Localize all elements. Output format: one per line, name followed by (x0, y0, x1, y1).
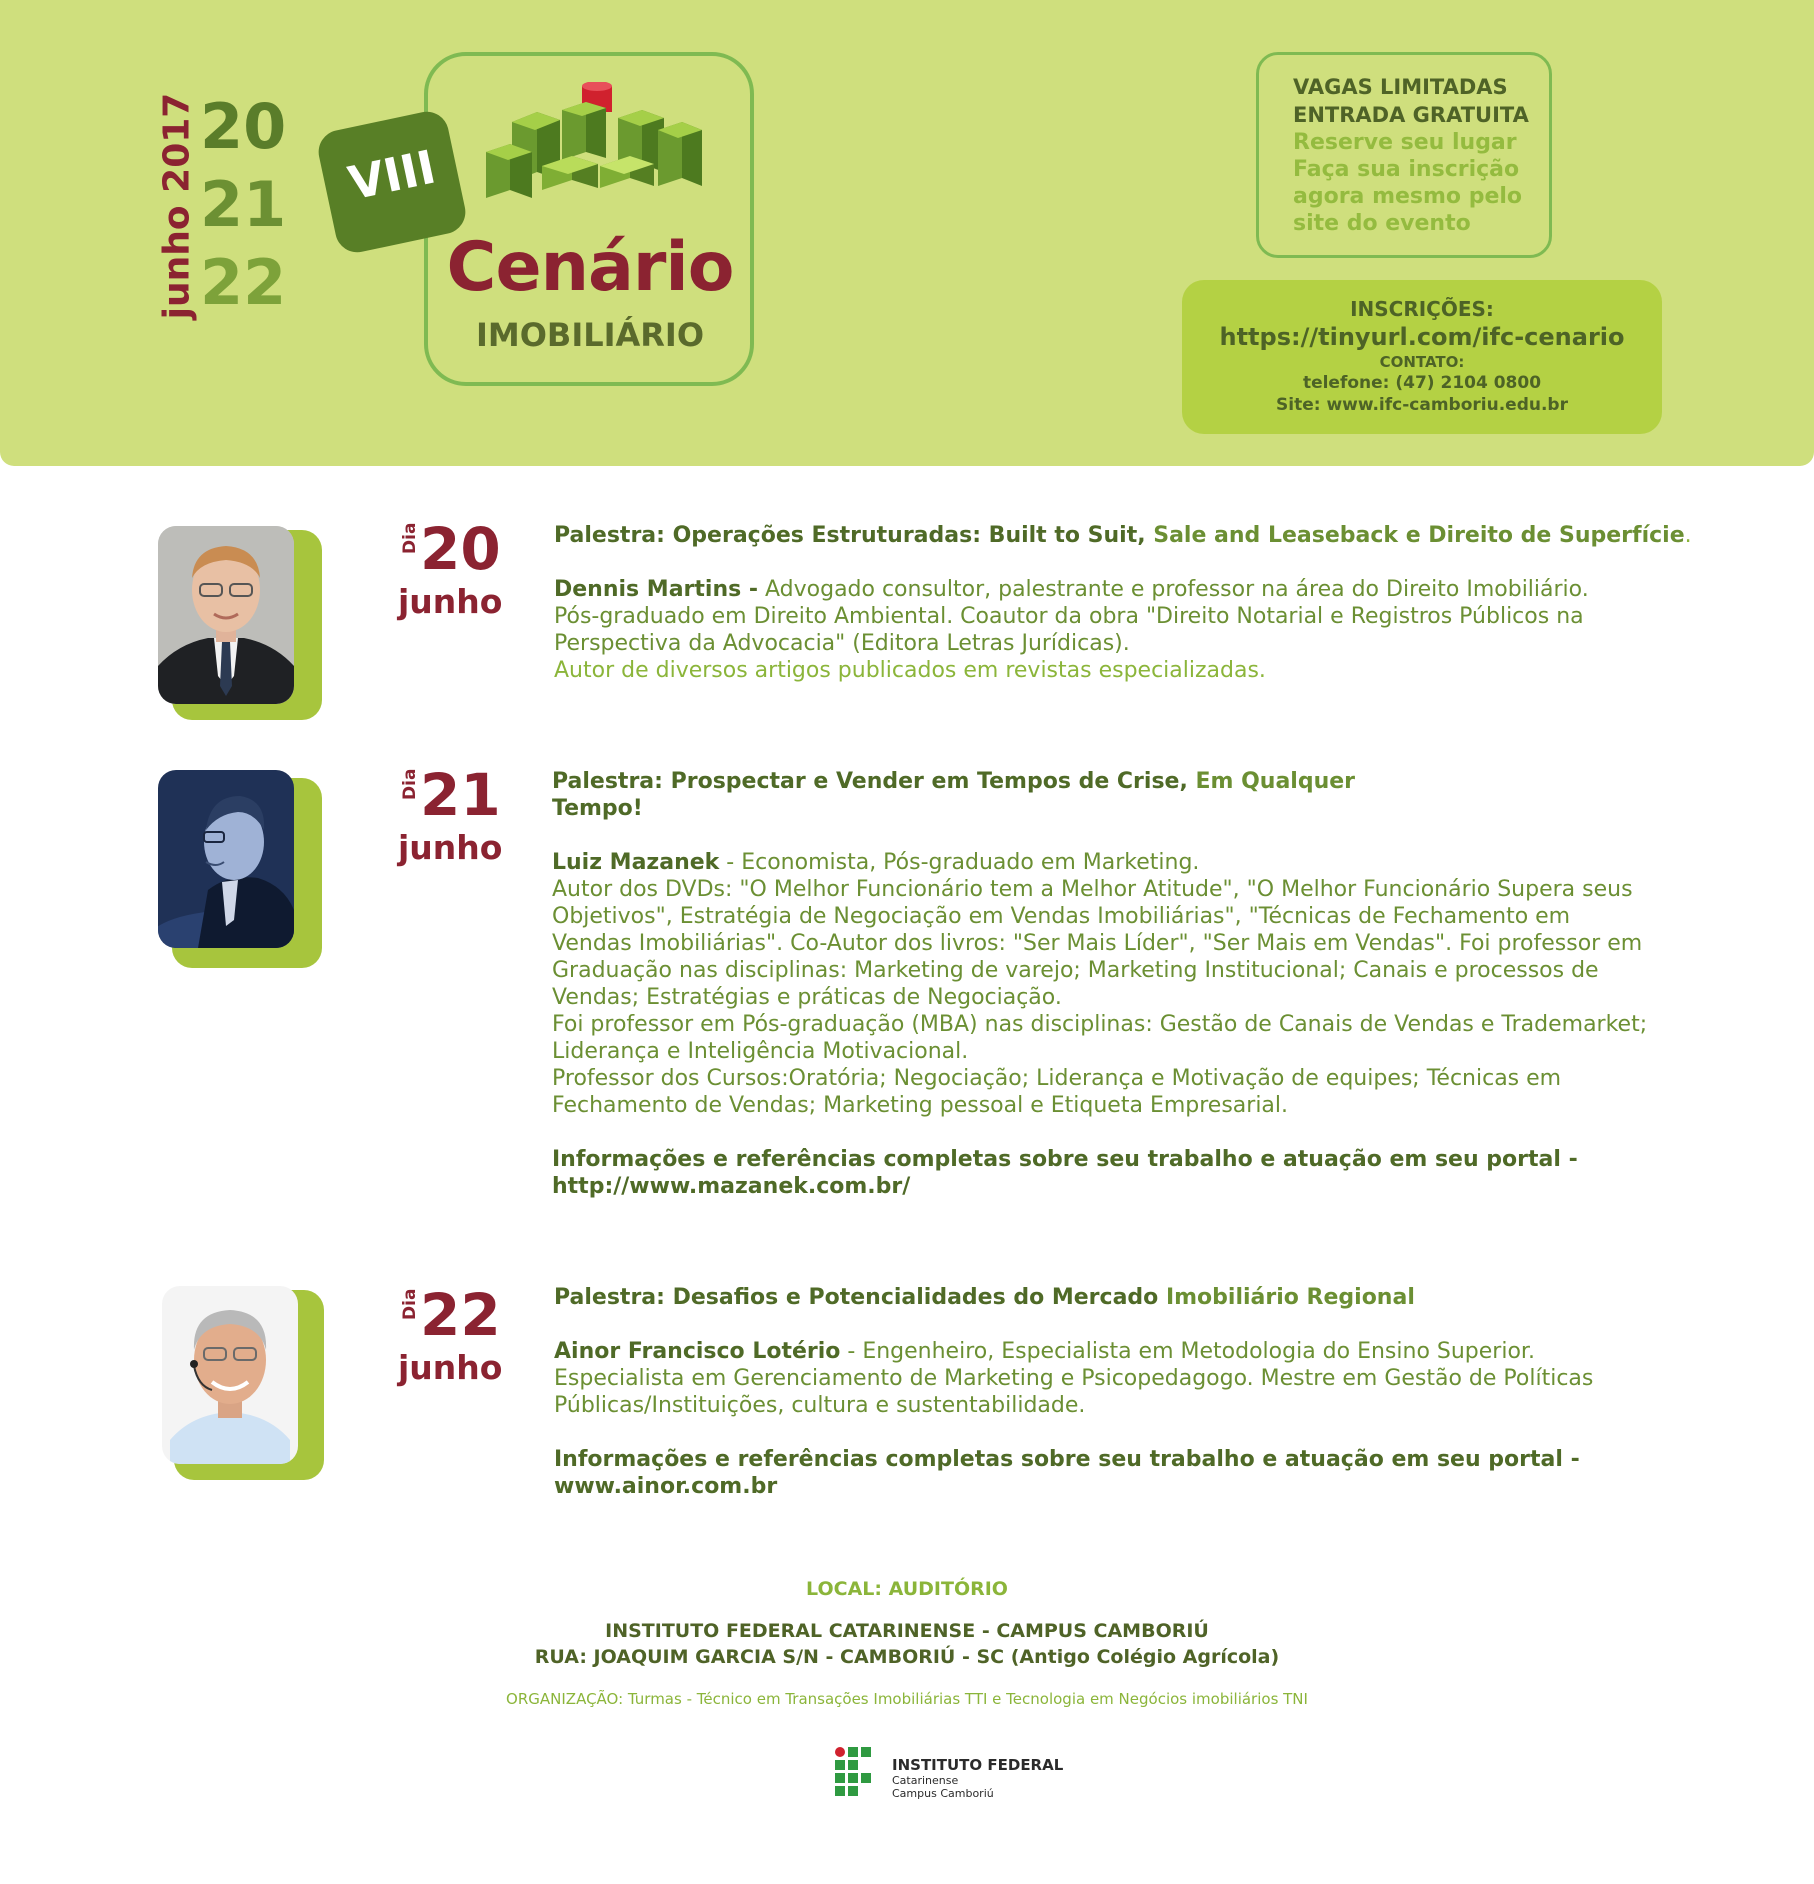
institution-address: RUA: JOAQUIM GARCIA S/N - CAMBORIÚ - SC (Antigo Colégio Agrícola) (534, 1646, 1280, 1668)
speaker-bio: Luiz Mazanek - Economista, Pós-graduado em Marketing. (552, 850, 1200, 875)
speaker-bio: Dennis Martins - Advogado consultor, palestrante e professor na área do Direito Imobiliário. (554, 577, 1589, 602)
bio-line: Especialista em Gerenciamento de Marketing e Psicopedagogo. Mestre em Gestão de Políticas (554, 1366, 1594, 1391)
speaker-month: junho (398, 1348, 503, 1387)
bio-line: Fechamento de Vendas; Marketing pessoal e Etiqueta Empresarial. (552, 1093, 1289, 1118)
speaker-photo-dennis (158, 526, 294, 704)
entrada-gratuita-text: ENTRADA GRATUITA (1293, 103, 1529, 127)
bio-line: Perspectiva da Advocacia" (Editora Letras Jurídicas). (554, 631, 1130, 656)
speaker-name: Dennis Martins - (554, 577, 758, 602)
speaker-name: Luiz Mazanek (552, 850, 720, 875)
contato-label: CONTATO: (1379, 353, 1465, 371)
speaker-month: junho (398, 828, 503, 867)
if-logo-subtitle (892, 1774, 994, 1800)
talk-title: Palestra: Operações Estruturadas: Built to Suit, Sale and Leaseback e Direito de Superfície. (554, 523, 1692, 548)
bio-line: Liderança e Inteligência Motivacional. (552, 1039, 969, 1064)
speaker-day: 21 (420, 761, 501, 829)
site-link[interactable]: Site: www.ifc-camboriu.edu.br (1276, 395, 1568, 415)
talk-title: Palestra: Desafios e Potencialidades do Mercado Imobiliário Regional (554, 1285, 1415, 1310)
dia-label: Dia (400, 522, 420, 554)
event-subtitle: IMOBILIÁRIO (475, 316, 705, 354)
bio-line: Pós-graduado em Direito Ambiental. Coautor da obra "Direito Notarial e Registros Públicos na (554, 604, 1584, 629)
inscricoes-box (1182, 280, 1662, 434)
portal-reference: Informações e referências completas sobre seu trabalho e atuação em seu portal - (554, 1447, 1580, 1472)
bio-line: Públicas/Instituições, cultura e sustentabilidade. (554, 1393, 1086, 1418)
bio-line: Professor dos Cursos:Oratória; Negociação; Liderança e Motivação de equipes; Técnicas em (552, 1066, 1562, 1091)
bio-line: Vendas; Estratégias e práticas de Negociação. (552, 985, 1062, 1010)
bio-line: Autor de diversos artigos publicados em revistas especializadas. (554, 658, 1266, 683)
speaker-name: Ainor Francisco Lotério (554, 1339, 841, 1364)
event-title: Cenário (446, 228, 734, 307)
speaker-day: 22 (420, 1281, 501, 1349)
bio-line: Objetivos", Estratégia de Negociação em Vendas Imobiliárias", "Técnicas de Fechamento em (552, 904, 1571, 929)
bio-line: Autor dos DVDs: "O Melhor Funcionário tem a Melhor Atitude", "O Melhor Funcionário Supera seus (552, 877, 1633, 902)
instituto-federal-logo-icon (834, 1746, 880, 1798)
speaker-day: 20 (420, 515, 501, 583)
speaker-photo-luiz (158, 770, 294, 948)
portal-link[interactable]: http://www.mazanek.com.br/ (552, 1174, 911, 1199)
if-logo-sub2: Campus Camboriú (892, 1787, 994, 1800)
if-logo-sub1: Catarinense (892, 1774, 959, 1787)
header-day-21: 21 (200, 168, 287, 241)
event-month-vertical: junho 2017 (156, 92, 198, 320)
buildings-logo-icon (482, 82, 704, 206)
agora-text: agora mesmo pelo (1293, 184, 1523, 209)
edition-label: VIII (343, 139, 441, 211)
inscricoes-label: INSCRIÇÕES: (1350, 297, 1494, 321)
speaker-info-ainor (554, 1284, 1694, 1500)
reserve-text: Reserve seu lugar (1293, 130, 1517, 155)
dia-label: Dia (400, 1288, 420, 1320)
if-logo-title: INSTITUTO FEDERAL (892, 1756, 1064, 1774)
header-day-22: 22 (200, 246, 287, 319)
header-day-20: 20 (200, 90, 287, 163)
institution-name: INSTITUTO FEDERAL CATARINENSE - CAMPUS CAMBORIÚ (605, 1620, 1209, 1642)
inscricao-text: Faça sua inscrição (1293, 157, 1520, 182)
speaker-info-luiz (552, 768, 1692, 1200)
bio-line: Graduação nas disciplinas: Marketing de varejo; Marketing Institucional; Canais e processos de (552, 958, 1599, 983)
speaker-month: junho (398, 582, 503, 621)
bio-line: Foi professor em Pós-graduação (MBA) nas disciplinas: Gestão de Canais de Vendas e Trademarket; (552, 1012, 1648, 1037)
site-evento-text: site do evento (1293, 211, 1471, 236)
inscricoes-link[interactable]: https://tinyurl.com/ifc-cenario (1219, 323, 1625, 351)
talk-title-cont: Tempo! (552, 796, 643, 821)
organization-text: ORGANIZAÇÃO: Turmas - Técnico em Transações Imobiliárias TTI e Tecnologia em Negócios imobiliários TNI (506, 1690, 1308, 1708)
portal-link[interactable]: www.ainor.com.br (554, 1474, 778, 1499)
speaker-info-dennis (554, 522, 1694, 684)
speaker-bio: Ainor Francisco Lotério - Engenheiro, Especialista em Metodologia do Ensino Superior. (554, 1339, 1535, 1364)
bio-line: Vendas Imobiliárias". Co-Autor dos livros: "Ser Mais Líder", "Ser Mais em Vendas". Foi professor em (552, 931, 1643, 956)
venue-label: LOCAL: AUDITÓRIO (806, 1578, 1008, 1600)
telefone-text: telefone: (47) 2104 0800 (1302, 373, 1542, 393)
talk-title: Palestra: Prospectar e Vender em Tempos de Crise, Em Qualquer (552, 769, 1356, 794)
portal-reference: Informações e referências completas sobre seu trabalho e atuação em seu portal - (552, 1147, 1578, 1172)
dia-label: Dia (400, 768, 420, 800)
vagas-info-box (1256, 52, 1552, 258)
speaker-photo-ainor (162, 1286, 298, 1464)
vagas-limitadas-text: VAGAS LIMITADAS (1293, 75, 1508, 99)
